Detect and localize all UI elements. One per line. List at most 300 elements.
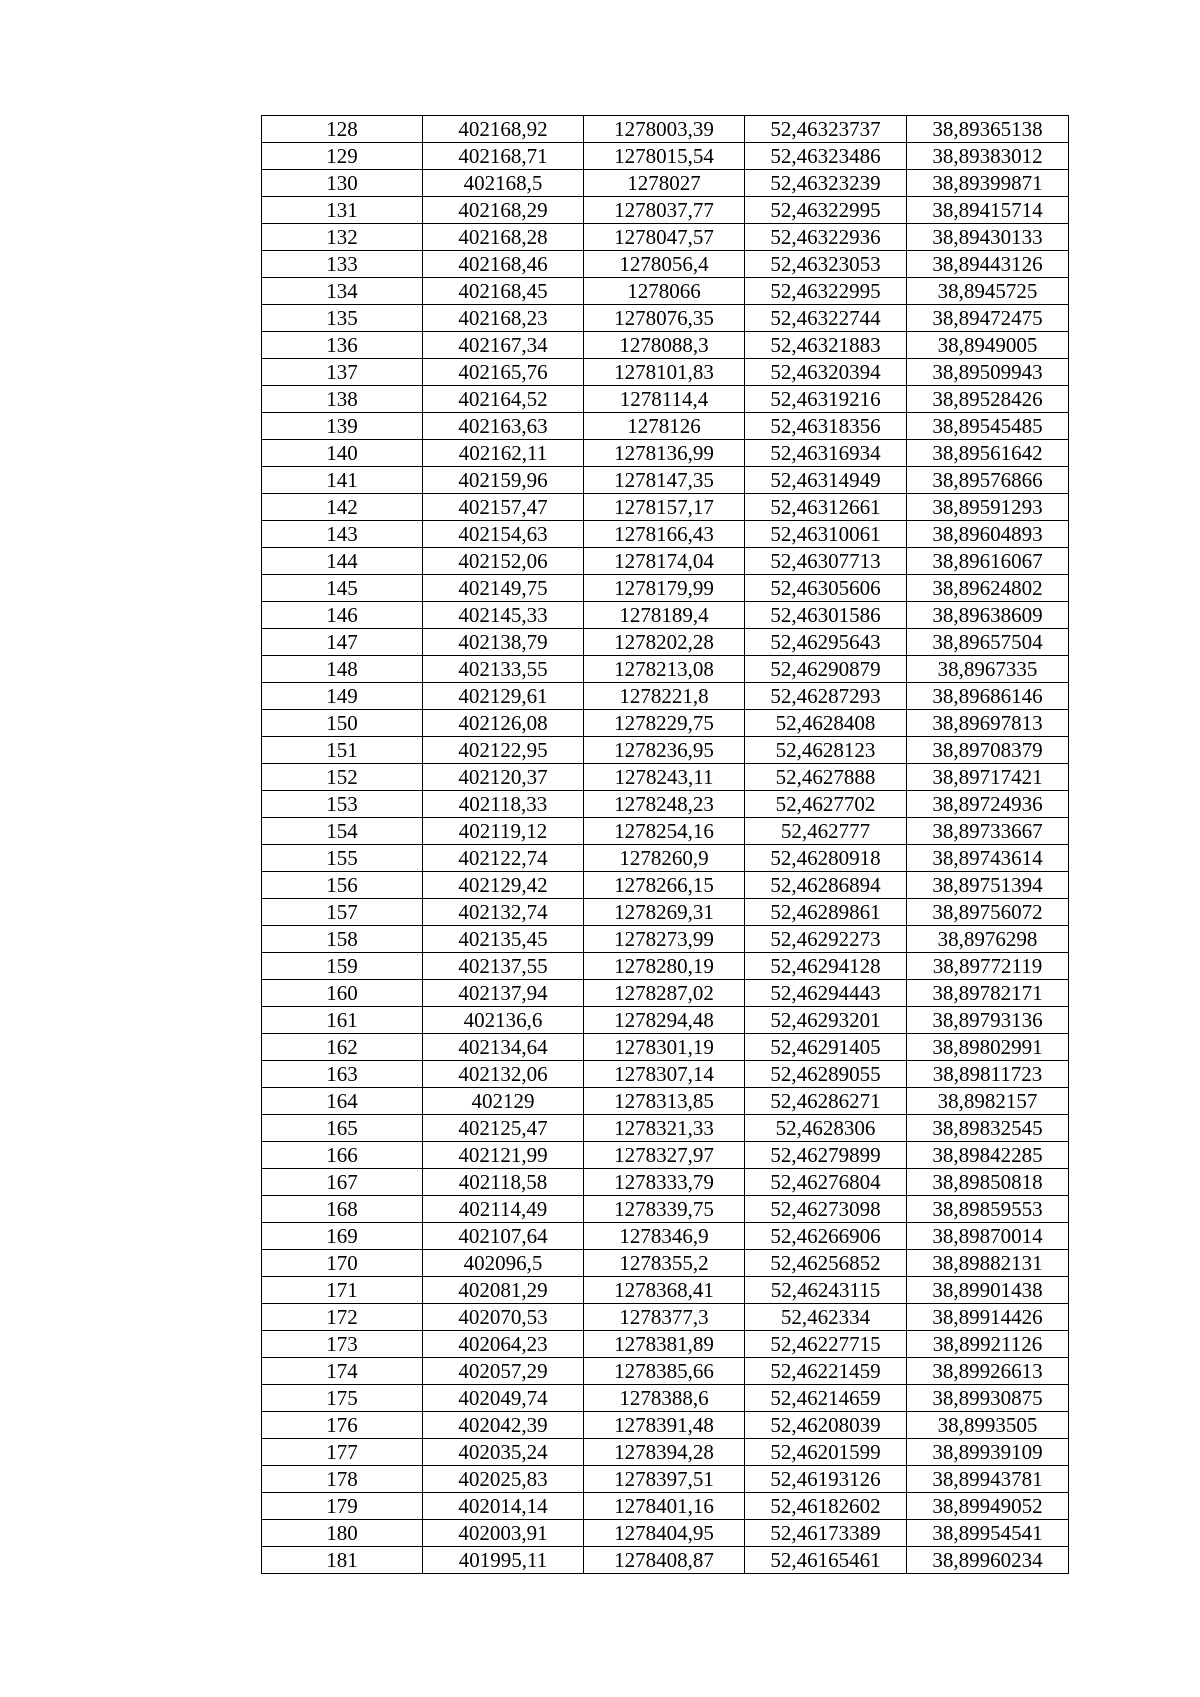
longitude-cell: 38,89399871 <box>907 170 1069 197</box>
y-coordinate-cell: 1278307,14 <box>584 1061 745 1088</box>
longitude-cell: 38,89949052 <box>907 1493 1069 1520</box>
latitude-cell: 52,4627888 <box>745 764 907 791</box>
table-row <box>262 1466 1069 1493</box>
y-coordinate-cell: 1278114,4 <box>584 386 745 413</box>
longitude-cell: 38,89921126 <box>907 1331 1069 1358</box>
x-coordinate-cell: 402168,45 <box>423 278 584 305</box>
table-row <box>262 1250 1069 1277</box>
table-row <box>262 1196 1069 1223</box>
y-coordinate-cell: 1278248,23 <box>584 791 745 818</box>
longitude-cell: 38,89472475 <box>907 305 1069 332</box>
longitude-cell: 38,89954541 <box>907 1520 1069 1547</box>
point-number-cell: 147 <box>262 629 423 656</box>
point-number-cell: 143 <box>262 521 423 548</box>
point-number-cell: 136 <box>262 332 423 359</box>
point-number-cell: 130 <box>262 170 423 197</box>
longitude-cell: 38,89415714 <box>907 197 1069 224</box>
latitude-cell: 52,46323239 <box>745 170 907 197</box>
point-number-cell: 167 <box>262 1169 423 1196</box>
x-coordinate-cell: 402114,49 <box>423 1196 584 1223</box>
longitude-cell: 38,8976298 <box>907 926 1069 953</box>
longitude-cell: 38,89528426 <box>907 386 1069 413</box>
x-coordinate-cell: 402168,28 <box>423 224 584 251</box>
y-coordinate-cell: 1278391,48 <box>584 1412 745 1439</box>
y-coordinate-cell: 1278254,16 <box>584 818 745 845</box>
longitude-cell: 38,89383012 <box>907 143 1069 170</box>
longitude-cell: 38,89939109 <box>907 1439 1069 1466</box>
x-coordinate-cell: 402070,53 <box>423 1304 584 1331</box>
y-coordinate-cell: 1278397,51 <box>584 1466 745 1493</box>
x-coordinate-cell: 402107,64 <box>423 1223 584 1250</box>
x-coordinate-cell: 402137,94 <box>423 980 584 1007</box>
latitude-cell: 52,46221459 <box>745 1358 907 1385</box>
table-row <box>262 548 1069 575</box>
table-row <box>262 1331 1069 1358</box>
table-row <box>262 1142 1069 1169</box>
latitude-cell: 52,46294128 <box>745 953 907 980</box>
table-row <box>262 791 1069 818</box>
y-coordinate-cell: 1278269,31 <box>584 899 745 926</box>
x-coordinate-cell: 402057,29 <box>423 1358 584 1385</box>
table-row <box>262 494 1069 521</box>
point-number-cell: 173 <box>262 1331 423 1358</box>
latitude-cell: 52,46316934 <box>745 440 907 467</box>
x-coordinate-cell: 402159,96 <box>423 467 584 494</box>
x-coordinate-cell: 402168,23 <box>423 305 584 332</box>
x-coordinate-cell: 402014,14 <box>423 1493 584 1520</box>
longitude-cell: 38,89657504 <box>907 629 1069 656</box>
latitude-cell: 52,46314949 <box>745 467 907 494</box>
longitude-cell: 38,89697813 <box>907 710 1069 737</box>
longitude-cell: 38,8949005 <box>907 332 1069 359</box>
latitude-cell: 52,46289861 <box>745 899 907 926</box>
table-row <box>262 413 1069 440</box>
latitude-cell: 52,46322995 <box>745 197 907 224</box>
point-number-cell: 178 <box>262 1466 423 1493</box>
longitude-cell: 38,89772119 <box>907 953 1069 980</box>
latitude-cell: 52,46323486 <box>745 143 907 170</box>
point-number-cell: 174 <box>262 1358 423 1385</box>
x-coordinate-cell: 402136,6 <box>423 1007 584 1034</box>
y-coordinate-cell: 1278243,11 <box>584 764 745 791</box>
point-number-cell: 153 <box>262 791 423 818</box>
point-number-cell: 175 <box>262 1385 423 1412</box>
y-coordinate-cell: 1278321,33 <box>584 1115 745 1142</box>
x-coordinate-cell: 402168,92 <box>423 116 584 143</box>
x-coordinate-cell: 402122,74 <box>423 845 584 872</box>
point-number-cell: 154 <box>262 818 423 845</box>
table-row <box>262 197 1069 224</box>
y-coordinate-cell: 1278174,04 <box>584 548 745 575</box>
y-coordinate-cell: 1278157,17 <box>584 494 745 521</box>
x-coordinate-cell: 402129,61 <box>423 683 584 710</box>
table-row <box>262 224 1069 251</box>
point-number-cell: 170 <box>262 1250 423 1277</box>
latitude-cell: 52,46305606 <box>745 575 907 602</box>
longitude-cell: 38,89616067 <box>907 548 1069 575</box>
latitude-cell: 52,46294443 <box>745 980 907 1007</box>
table-row <box>262 980 1069 1007</box>
point-number-cell: 177 <box>262 1439 423 1466</box>
x-coordinate-cell: 402168,5 <box>423 170 584 197</box>
y-coordinate-cell: 1278388,6 <box>584 1385 745 1412</box>
x-coordinate-cell: 402133,55 <box>423 656 584 683</box>
table-row <box>262 1169 1069 1196</box>
longitude-cell: 38,89717421 <box>907 764 1069 791</box>
table-row <box>262 440 1069 467</box>
point-number-cell: 145 <box>262 575 423 602</box>
y-coordinate-cell: 1278260,9 <box>584 845 745 872</box>
table-row <box>262 1061 1069 1088</box>
point-number-cell: 181 <box>262 1547 423 1574</box>
x-coordinate-cell: 402157,47 <box>423 494 584 521</box>
table-row <box>262 467 1069 494</box>
longitude-cell: 38,89686146 <box>907 683 1069 710</box>
longitude-cell: 38,89793136 <box>907 1007 1069 1034</box>
table-row <box>262 1304 1069 1331</box>
latitude-cell: 52,46165461 <box>745 1547 907 1574</box>
point-number-cell: 144 <box>262 548 423 575</box>
longitude-cell: 38,89751394 <box>907 872 1069 899</box>
x-coordinate-cell: 402122,95 <box>423 737 584 764</box>
table-row <box>262 629 1069 656</box>
table-row <box>262 332 1069 359</box>
longitude-cell: 38,89576866 <box>907 467 1069 494</box>
y-coordinate-cell: 1278236,95 <box>584 737 745 764</box>
table-row <box>262 1493 1069 1520</box>
y-coordinate-cell: 1278202,28 <box>584 629 745 656</box>
point-number-cell: 166 <box>262 1142 423 1169</box>
latitude-cell: 52,46289055 <box>745 1061 907 1088</box>
y-coordinate-cell: 1278266,15 <box>584 872 745 899</box>
table-row <box>262 1520 1069 1547</box>
y-coordinate-cell: 1278301,19 <box>584 1034 745 1061</box>
point-number-cell: 132 <box>262 224 423 251</box>
table-row <box>262 116 1069 143</box>
longitude-cell: 38,8993505 <box>907 1412 1069 1439</box>
latitude-cell: 52,46310061 <box>745 521 907 548</box>
x-coordinate-cell: 402168,29 <box>423 197 584 224</box>
y-coordinate-cell: 1278126 <box>584 413 745 440</box>
y-coordinate-cell: 1278273,99 <box>584 926 745 953</box>
longitude-cell: 38,89832545 <box>907 1115 1069 1142</box>
table-row <box>262 1007 1069 1034</box>
longitude-cell: 38,89960234 <box>907 1547 1069 1574</box>
longitude-cell: 38,89430133 <box>907 224 1069 251</box>
y-coordinate-cell: 1278377,3 <box>584 1304 745 1331</box>
x-coordinate-cell: 402125,47 <box>423 1115 584 1142</box>
point-number-cell: 164 <box>262 1088 423 1115</box>
latitude-cell: 52,46286894 <box>745 872 907 899</box>
x-coordinate-cell: 402134,64 <box>423 1034 584 1061</box>
point-number-cell: 149 <box>262 683 423 710</box>
point-number-cell: 165 <box>262 1115 423 1142</box>
latitude-cell: 52,46322744 <box>745 305 907 332</box>
longitude-cell: 38,89850818 <box>907 1169 1069 1196</box>
latitude-cell: 52,4628123 <box>745 737 907 764</box>
table-row <box>262 926 1069 953</box>
point-number-cell: 141 <box>262 467 423 494</box>
latitude-cell: 52,46273098 <box>745 1196 907 1223</box>
y-coordinate-cell: 1278294,48 <box>584 1007 745 1034</box>
y-coordinate-cell: 1278037,77 <box>584 197 745 224</box>
x-coordinate-cell: 402096,5 <box>423 1250 584 1277</box>
x-coordinate-cell: 401995,11 <box>423 1547 584 1574</box>
latitude-cell: 52,46290879 <box>745 656 907 683</box>
point-number-cell: 135 <box>262 305 423 332</box>
x-coordinate-cell: 402163,63 <box>423 413 584 440</box>
y-coordinate-cell: 1278179,99 <box>584 575 745 602</box>
x-coordinate-cell: 402081,29 <box>423 1277 584 1304</box>
table-row <box>262 1385 1069 1412</box>
table-row <box>262 710 1069 737</box>
point-number-cell: 180 <box>262 1520 423 1547</box>
latitude-cell: 52,46182602 <box>745 1493 907 1520</box>
x-coordinate-cell: 402162,11 <box>423 440 584 467</box>
table-row <box>262 170 1069 197</box>
latitude-cell: 52,46286271 <box>745 1088 907 1115</box>
x-coordinate-cell: 402154,63 <box>423 521 584 548</box>
x-coordinate-cell: 402164,52 <box>423 386 584 413</box>
point-number-cell: 161 <box>262 1007 423 1034</box>
y-coordinate-cell: 1278280,19 <box>584 953 745 980</box>
x-coordinate-cell: 402129 <box>423 1088 584 1115</box>
y-coordinate-cell: 1278076,35 <box>584 305 745 332</box>
point-number-cell: 128 <box>262 116 423 143</box>
table-row <box>262 1547 1069 1574</box>
y-coordinate-cell: 1278339,75 <box>584 1196 745 1223</box>
longitude-cell: 38,89638609 <box>907 602 1069 629</box>
latitude-cell: 52,46266906 <box>745 1223 907 1250</box>
longitude-cell: 38,89811723 <box>907 1061 1069 1088</box>
x-coordinate-cell: 402064,23 <box>423 1331 584 1358</box>
longitude-cell: 38,89365138 <box>907 116 1069 143</box>
table-row <box>262 872 1069 899</box>
longitude-cell: 38,89545485 <box>907 413 1069 440</box>
longitude-cell: 38,89859553 <box>907 1196 1069 1223</box>
latitude-cell: 52,4628408 <box>745 710 907 737</box>
point-number-cell: 137 <box>262 359 423 386</box>
point-number-cell: 155 <box>262 845 423 872</box>
y-coordinate-cell: 1278327,97 <box>584 1142 745 1169</box>
x-coordinate-cell: 402042,39 <box>423 1412 584 1439</box>
latitude-cell: 52,462777 <box>745 818 907 845</box>
longitude-cell: 38,89724936 <box>907 791 1069 818</box>
table-row <box>262 1439 1069 1466</box>
table-row <box>262 359 1069 386</box>
x-coordinate-cell: 402168,71 <box>423 143 584 170</box>
latitude-cell: 52,46301586 <box>745 602 907 629</box>
y-coordinate-cell: 1278047,57 <box>584 224 745 251</box>
longitude-cell: 38,89901438 <box>907 1277 1069 1304</box>
table-row <box>262 305 1069 332</box>
y-coordinate-cell: 1278088,3 <box>584 332 745 359</box>
y-coordinate-cell: 1278066 <box>584 278 745 305</box>
latitude-cell: 52,46243115 <box>745 1277 907 1304</box>
y-coordinate-cell: 1278229,75 <box>584 710 745 737</box>
longitude-cell: 38,89733667 <box>907 818 1069 845</box>
point-number-cell: 157 <box>262 899 423 926</box>
point-number-cell: 152 <box>262 764 423 791</box>
x-coordinate-cell: 402132,06 <box>423 1061 584 1088</box>
table-row <box>262 251 1069 278</box>
longitude-cell: 38,89782171 <box>907 980 1069 1007</box>
point-number-cell: 171 <box>262 1277 423 1304</box>
longitude-cell: 38,89509943 <box>907 359 1069 386</box>
y-coordinate-cell: 1278385,66 <box>584 1358 745 1385</box>
x-coordinate-cell: 402149,75 <box>423 575 584 602</box>
table-row <box>262 818 1069 845</box>
longitude-cell: 38,89756072 <box>907 899 1069 926</box>
longitude-cell: 38,89882131 <box>907 1250 1069 1277</box>
y-coordinate-cell: 1278394,28 <box>584 1439 745 1466</box>
table-row <box>262 1358 1069 1385</box>
latitude-cell: 52,46292273 <box>745 926 907 953</box>
point-number-cell: 172 <box>262 1304 423 1331</box>
table-row <box>262 143 1069 170</box>
y-coordinate-cell: 1278368,41 <box>584 1277 745 1304</box>
latitude-cell: 52,46280918 <box>745 845 907 872</box>
latitude-cell: 52,46293201 <box>745 1007 907 1034</box>
y-coordinate-cell: 1278003,39 <box>584 116 745 143</box>
latitude-cell: 52,46276804 <box>745 1169 907 1196</box>
longitude-cell: 38,89802991 <box>907 1034 1069 1061</box>
x-coordinate-cell: 402035,24 <box>423 1439 584 1466</box>
x-coordinate-cell: 402138,79 <box>423 629 584 656</box>
y-coordinate-cell: 1278221,8 <box>584 683 745 710</box>
x-coordinate-cell: 402025,83 <box>423 1466 584 1493</box>
point-number-cell: 142 <box>262 494 423 521</box>
latitude-cell: 52,46321883 <box>745 332 907 359</box>
latitude-cell: 52,46193126 <box>745 1466 907 1493</box>
point-number-cell: 139 <box>262 413 423 440</box>
point-number-cell: 169 <box>262 1223 423 1250</box>
table-row <box>262 521 1069 548</box>
latitude-cell: 52,46318356 <box>745 413 907 440</box>
point-number-cell: 156 <box>262 872 423 899</box>
table-row <box>262 1412 1069 1439</box>
x-coordinate-cell: 402135,45 <box>423 926 584 953</box>
longitude-cell: 38,89604893 <box>907 521 1069 548</box>
y-coordinate-cell: 1278101,83 <box>584 359 745 386</box>
longitude-cell: 38,89943781 <box>907 1466 1069 1493</box>
y-coordinate-cell: 1278404,95 <box>584 1520 745 1547</box>
latitude-cell: 52,46319216 <box>745 386 907 413</box>
x-coordinate-cell: 402118,33 <box>423 791 584 818</box>
table-row <box>262 764 1069 791</box>
latitude-cell: 52,46322995 <box>745 278 907 305</box>
y-coordinate-cell: 1278015,54 <box>584 143 745 170</box>
longitude-cell: 38,8945725 <box>907 278 1069 305</box>
latitude-cell: 52,46208039 <box>745 1412 907 1439</box>
coordinates-table-body <box>262 116 1069 1574</box>
point-number-cell: 159 <box>262 953 423 980</box>
table-row <box>262 737 1069 764</box>
table-row <box>262 602 1069 629</box>
table-row <box>262 656 1069 683</box>
point-number-cell: 134 <box>262 278 423 305</box>
x-coordinate-cell: 402165,76 <box>423 359 584 386</box>
latitude-cell: 52,46256852 <box>745 1250 907 1277</box>
latitude-cell: 52,46323737 <box>745 116 907 143</box>
longitude-cell: 38,89443126 <box>907 251 1069 278</box>
x-coordinate-cell: 402049,74 <box>423 1385 584 1412</box>
x-coordinate-cell: 402132,74 <box>423 899 584 926</box>
x-coordinate-cell: 402119,12 <box>423 818 584 845</box>
point-number-cell: 163 <box>262 1061 423 1088</box>
table-row <box>262 683 1069 710</box>
x-coordinate-cell: 402120,37 <box>423 764 584 791</box>
table-row <box>262 1088 1069 1115</box>
y-coordinate-cell: 1278287,02 <box>584 980 745 1007</box>
latitude-cell: 52,46295643 <box>745 629 907 656</box>
point-number-cell: 148 <box>262 656 423 683</box>
latitude-cell: 52,462334 <box>745 1304 907 1331</box>
point-number-cell: 131 <box>262 197 423 224</box>
point-number-cell: 176 <box>262 1412 423 1439</box>
latitude-cell: 52,46287293 <box>745 683 907 710</box>
longitude-cell: 38,89624802 <box>907 575 1069 602</box>
longitude-cell: 38,8982157 <box>907 1088 1069 1115</box>
latitude-cell: 52,46279899 <box>745 1142 907 1169</box>
point-number-cell: 160 <box>262 980 423 1007</box>
latitude-cell: 52,46201599 <box>745 1439 907 1466</box>
longitude-cell: 38,89930875 <box>907 1385 1069 1412</box>
table-row <box>262 386 1069 413</box>
point-number-cell: 140 <box>262 440 423 467</box>
longitude-cell: 38,89561642 <box>907 440 1069 467</box>
point-number-cell: 179 <box>262 1493 423 1520</box>
longitude-cell: 38,8967335 <box>907 656 1069 683</box>
x-coordinate-cell: 402003,91 <box>423 1520 584 1547</box>
latitude-cell: 52,46227715 <box>745 1331 907 1358</box>
y-coordinate-cell: 1278381,89 <box>584 1331 745 1358</box>
longitude-cell: 38,89926613 <box>907 1358 1069 1385</box>
y-coordinate-cell: 1278401,16 <box>584 1493 745 1520</box>
point-number-cell: 150 <box>262 710 423 737</box>
latitude-cell: 52,46320394 <box>745 359 907 386</box>
x-coordinate-cell: 402126,08 <box>423 710 584 737</box>
latitude-cell: 52,46322936 <box>745 224 907 251</box>
y-coordinate-cell: 1278313,85 <box>584 1088 745 1115</box>
table-row <box>262 575 1069 602</box>
x-coordinate-cell: 402145,33 <box>423 602 584 629</box>
point-number-cell: 168 <box>262 1196 423 1223</box>
table-row <box>262 1115 1069 1142</box>
y-coordinate-cell: 1278189,4 <box>584 602 745 629</box>
point-number-cell: 146 <box>262 602 423 629</box>
x-coordinate-cell: 402168,46 <box>423 251 584 278</box>
table-row <box>262 1223 1069 1250</box>
point-number-cell: 158 <box>262 926 423 953</box>
longitude-cell: 38,89914426 <box>907 1304 1069 1331</box>
point-number-cell: 138 <box>262 386 423 413</box>
point-number-cell: 162 <box>262 1034 423 1061</box>
point-number-cell: 151 <box>262 737 423 764</box>
y-coordinate-cell: 1278408,87 <box>584 1547 745 1574</box>
point-number-cell: 133 <box>262 251 423 278</box>
x-coordinate-cell: 402118,58 <box>423 1169 584 1196</box>
latitude-cell: 52,4627702 <box>745 791 907 818</box>
x-coordinate-cell: 402137,55 <box>423 953 584 980</box>
longitude-cell: 38,89591293 <box>907 494 1069 521</box>
y-coordinate-cell: 1278147,35 <box>584 467 745 494</box>
coordinates-table <box>261 115 1069 1574</box>
x-coordinate-cell: 402167,34 <box>423 332 584 359</box>
longitude-cell: 38,89842285 <box>907 1142 1069 1169</box>
longitude-cell: 38,89708379 <box>907 737 1069 764</box>
latitude-cell: 52,46307713 <box>745 548 907 575</box>
